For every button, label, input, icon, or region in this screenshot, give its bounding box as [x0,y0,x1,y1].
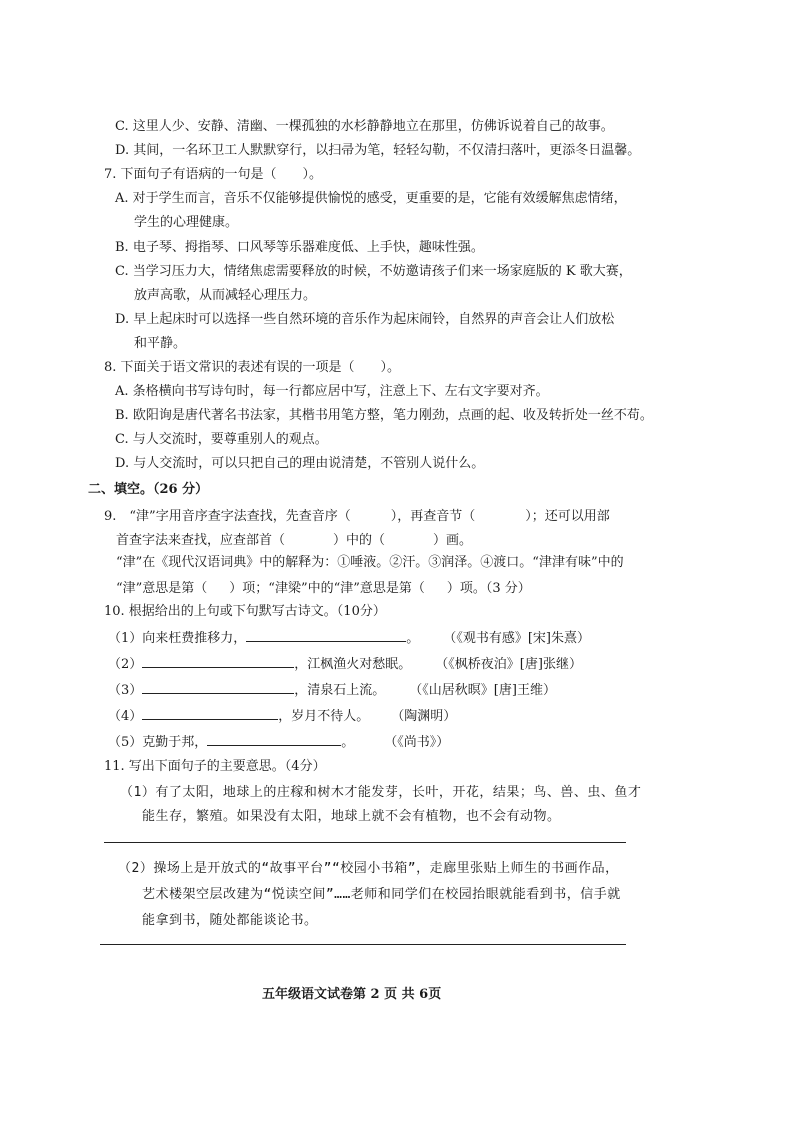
q10-item4-blank[interactable] [142,705,278,720]
q8-option-a: A. 条格横向书写诗句时，每一行都应居中写，注意上下、左右文字要对齐。 [115,384,549,399]
q7-option-a-line2: 学生的心理健康。 [134,215,239,230]
q10-item3-blank[interactable] [142,679,294,694]
q8-option-c: C. 与人交流时，要尊重别人的观点。 [115,432,328,447]
q10-item4-post: ，岁月不待人。 [278,709,370,724]
q10-item2-post: ，江枫渔火对愁眠。 [294,657,412,672]
page-footer: 五年级语文试卷第 2 页 共 6页 [262,987,442,1002]
q10-item-2 [108,653,582,674]
q10-item-3 [108,679,556,700]
q11-stem: 11. 写出下面句子的主要意思。（4分） [104,759,326,774]
q9-text-e: ）中的（ [333,533,386,548]
q6-option-d: D. 其间，一名环卫工人默默穿行，以扫帚为笔，轻轻勾勒，不仅清扫落叶，更添冬日温馨。 [115,143,641,158]
q10-item1-blank[interactable] [246,627,406,642]
q7-option-c-line2: 放声高歌，从而减轻心理压力。 [134,288,317,303]
q10-item2-pre: （2） [108,657,143,672]
q9-text-h: ）项；“津梁”中的“津”意思是第（ [229,581,425,596]
q9-line3: “津”在《现代汉语词典》中的解释为：①唾液。②汗。③润泽。④渡口。“津津有味”中的 [116,555,624,570]
q9-text-f: ）画。 [433,533,473,548]
q7-option-d-line2: 和平静。 [134,336,187,351]
q9-blank-bushou[interactable] [285,530,333,544]
q10-stem: 10. 根据给出的上句或下句默写古诗文。（10分） [104,604,386,619]
q10-item1-post: 。 [406,631,420,646]
q11-passage2-line3: 能拿到书，随处都能谈论书。 [142,913,318,928]
q9-text-c: ）；还可以用部 [525,509,610,524]
q10-item5-blank[interactable] [207,731,341,746]
q10-item-1 [108,627,590,648]
q11-passage2-line2: 艺术楼架空层改建为“悦读空间”……老师和同学们在校园抬眼就能看到书，信手就 [142,887,621,902]
q9-text-i: ）项。（3 分） [446,581,531,596]
q10-item2-source: （《枫桥夜泊》[唐]张继） [435,657,582,672]
q7-stem: 7. 下面句子有语病的一句是（ ）。 [104,167,323,182]
q11-passage1-line1: （1）有了太阳，地球上的庄稼和树木才能发芽，长叶，开花，结果；鸟、兽、虫、鱼才 [120,785,642,800]
q10-item5-pre: （5）克勤于邦， [108,735,208,750]
q9-blank-item1[interactable] [207,578,229,592]
q6-option-c: C. 这里人少、安静、清幽、一棵孤独的水杉静静地立在那里，仿佛诉说着自己的故事。 [115,119,614,134]
q11-answer-line-2[interactable] [100,944,626,945]
q10-item4-source: （陶渊明） [391,709,457,724]
q10-item2-blank[interactable] [142,653,294,668]
q7-option-c-line1: C. 当学习压力大，情绪焦虑需要释放的时候，不妨邀请孩子们来一场家庭版的 K 歌大赛， [115,264,632,279]
q9-line4 [116,578,531,598]
q11-passage2-line1: （2）操场上是开放式的“故事平台”“校园小书箱”，走廊里张贴上师生的书画作品， [118,861,619,876]
q7-option-b: B. 电子琴、拇指琴、口风琴等乐器难度低、上手快，趣味性强。 [115,240,484,255]
q10-item3-source: （《山居秋暝》[唐]王维） [409,683,556,698]
q10-item4-pre: （4） [108,709,143,724]
q11-passage1-line2: 能生存，繁殖。如果没有太阳，地球上就不会有植物，也不会有动物。 [142,809,561,824]
q9-blank-yinjie[interactable] [475,506,525,520]
q10-item1-source: （《观书有感》[宋]朱熹） [443,631,590,646]
q10-item-4 [108,705,456,726]
q8-option-b: B. 欧阳询是唐代著名书法家，其楷书用笔方整，笔力刚劲，点画的起、收及转折处一丝不苟。 [115,408,653,423]
q7-option-a-line1: A. 对于学生而言，音乐不仅能够提供愉悦的感受，更重要的是，它能有效缓解焦虑情绪， [115,191,627,206]
q11-answer-line-1[interactable] [104,842,626,843]
q10-item5-post: 。 [341,735,355,750]
q10-item3-post: ，清泉石上流。 [294,683,386,698]
q9-blank-huashu[interactable] [385,530,433,544]
q10-item-5 [108,731,449,752]
q10-item5-source: （《尚书》） [384,735,450,750]
q9-text-b: ），再查音节（ [390,509,476,524]
q9-line1 [104,506,610,526]
q7-option-d-line1: D. 早上起床时可以选择一些自然环境的音乐作为起床闹铃，自然界的声音会让人们放松 [115,312,615,327]
q10-item3-pre: （3） [108,683,143,698]
q9-text-a: 9. “津”字用音序查字法查找，先查音序（ [104,509,351,524]
q9-blank-yinxu[interactable] [351,506,391,520]
q10-item1-pre: （1）向来枉费推移力， [108,631,247,646]
q8-stem: 8. 下面关于语文常识的表述有误的一项是（ ）。 [104,360,401,375]
q8-option-d: D. 与人交流时，可以只把自己的理由说清楚，不管别人说什么。 [115,456,485,471]
q9-blank-item2[interactable] [425,578,447,592]
q9-line2 [116,530,472,550]
q9-text-d: 首查字法来查找，应查部首（ [116,533,286,548]
section-heading: 二、填空。（26 分） [88,482,209,497]
q9-text-g: “津”意思是第（ [116,581,208,596]
